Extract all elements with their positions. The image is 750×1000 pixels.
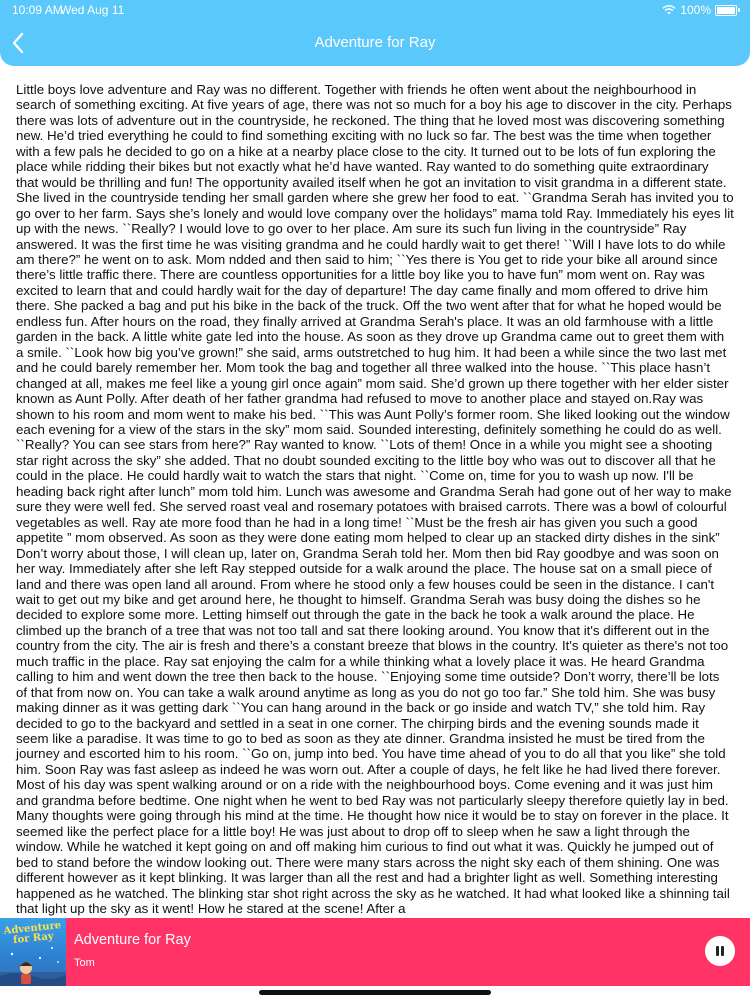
page-title: Adventure for Ray [314, 34, 436, 51]
nav-bar [0, 20, 750, 66]
cover-title: Adventure for Ray [3, 920, 62, 947]
battery-icon [715, 5, 737, 16]
player-author: Tom [74, 957, 95, 969]
status-indicators [662, 3, 740, 17]
status-time: 10:09 AM [12, 3, 63, 17]
mini-player[interactable] [0, 918, 750, 986]
cover-art [0, 918, 66, 986]
wifi-icon [662, 5, 676, 15]
pause-button[interactable] [705, 936, 735, 966]
home-indicator [259, 990, 491, 995]
battery-percent: 100% [680, 3, 711, 17]
status-bar [0, 0, 750, 20]
status-date: Wed Aug 11 [60, 3, 125, 17]
player-title: Adventure for Ray [74, 932, 191, 948]
story-text: Little boys love adventure and Ray was no different. Together with friends he often went about the neighbourhood in search of something exciting. At five years of age, there was not so much for a boy his age to discover in the city. Perhaps there was lots of adventure out in the countryside, he reckoned. The thing that he loved most was discovering something new. He’d tried everything he could to find something exciting with no luck so far. The best was the time when together with a few pals he decided to go on a hike at a nearby place close to the city. It turned out to be lots of fun exploring the place while ridding their bikes but not exactly what he’d have wanted. Ray wanted to do something quite extraordinary that would be thrilling and fun! The opportunity availed itself when he got an invitation to visit grandma in a different state. She lived in the countryside tending her small garden where she grew her food to eat. ``Grandma Serah has invited you to go over to her farm. Says she’s lonely and would love company over the holidays” mama told Ray. Immediately his eyes lit up with the news. ``Really? I would love to go over to her place. Am sure its such fun living in the countryside” Ray answered. It was the first time he was visiting grandma and he could hardly wait to get there! ``Will I have lots to do while am there?” he went on to ask. Mom ndded and then said to him; ``Yes there is You get to ride your bike all around since there’s little traffic there. There are countless opportunities for a little boy like you to have fun” mom went on. Ray was excited to learn that and could hardly wait for the day of departure! The day came finally and mom offered to drive him there. She packed a bag and put his bike in the back of the truck. Off the two went after that for what he hoped would be endless fun. After hours on the road, they finally arrived at Grandma Serah's place. It was an old farmhouse with a little garden in the back. A little white gate led into the house. As soon as they drove up Grandma came out to greet them with a smile. ``Look how big you’ve grown!” she said, arms outstretched to hug him. It had been a while since the two last met and he could barely remember her. Mom took the bag and together all three walked into the house. ``This place hasn’t changed at all, makes me feel like a young girl once again” mom said. She’d grown up there together with her elder sister known as Aunt Polly. After death of her father grandma had refused to move to another place and stayed on.Ray was shown to his room and mom went to make his bed. ``This was Aunt Polly’s former room. She liked looking out the window each evening for a view of the stars in the sky” mom said. Sounded interesting, definitely something he could do as well. ``Really? You can see stars from here?” Ray wanted to know. ``Lots of them! Once in a while you might see a shooting star right across the sky” she added. That no doubt sounded exciting to the little boy who was out to discover all that he could in the place. He could hardly wait to watch the stars that night. ``Come on, time for you to wash up now. I'll be heading back right after lunch” mom told him. Lunch was awesome and Grandma Serah had gone out of her way to make sure they were well fed. She served roast veal and rosemary potatoes with braised carrots. There was a bowl of colourful vegetables as well. Ray ate more food than he had in a long time! ``Must be the fresh air has given you such a good appetite ” mom observed. As soon as they were done eating mom helped to clear up an stacked dirty dishes in the sink” Don’t worry about those, I will clean up, later on, Grandma Serah told her. Mom then bid Ray goodbye and was soon on her way. Immediately after she left Ray stepped outside for a walk around the place. The house sat on a small piece of land and there was open land all around. From where he stood only a few houses could be seen in the distance. I can't wait to get out my bike and get around here, he thought to himself. Grandma Serah was busy doing the dishes so he decided to explore some more. Letting himself out through the gate in the back he took a walk around the place. He climbed up the branch of a tree that was not too tall and sat there looking around. You know that it's different out in the country from the city. The air is fresh and there’s a constant breeze that blows in the country. It's quieter as there's not too much traffic in the place. Ray sat enjoying the calm for a while thinking what a lovely place it was. He heard Grandma calling to him and went down the tree then back to the house. ``Enjoying some time outside? Don’t worry, there’ll be lots of that from now on. You can take a walk around anytime as long as you do not go too far.” She told him. She was busy making dinner as it was getting dark ``You can hang around in the back or go inside and watch TV,” she told him. Ray decided to go to the backyard and settled in a seat in one corner. The chirping birds and the evening sounds made it seem like a paradise. It was time to go to bed as soon as they ate dinner. Grandma insisted he must be tired from the journey and escorted him to his room. ``Go on, jump into bed. You have time ahead of you to do all that you like” she told him. Soon Ray was fast asleep as indeed he was worn out. After a couple of days, he felt like he had lived there forever. Most of his day was spent walking around or on a ride with the neighbourhood boys. Come evening and it was just him and grandma before bedtime. One night when he went to bed Ray was not particularly sleepy therefore quietly lay in bed. Many thoughts were going through his mind at the time. He thought how nice it would be to stay on forever in the place. It seemed like the perfect place for a little boy! He was just about to drop off to sleep when he saw a light through the window. While he watched it kept going on and off making him curious to find out what it was. Quickly he jumped out of bed to stand before the window looking out. There were many stars across the night sky each of them shining. One was different however as it kept blinking. It was larger than all the rest and had a brighter light as well. Something interesting happened as he watched. The blinking star shot right across the sky as he watched. It had what looked like a shinning tail that light up the sky as it went! How he stared at the scene! After a [16, 82, 734, 917]
